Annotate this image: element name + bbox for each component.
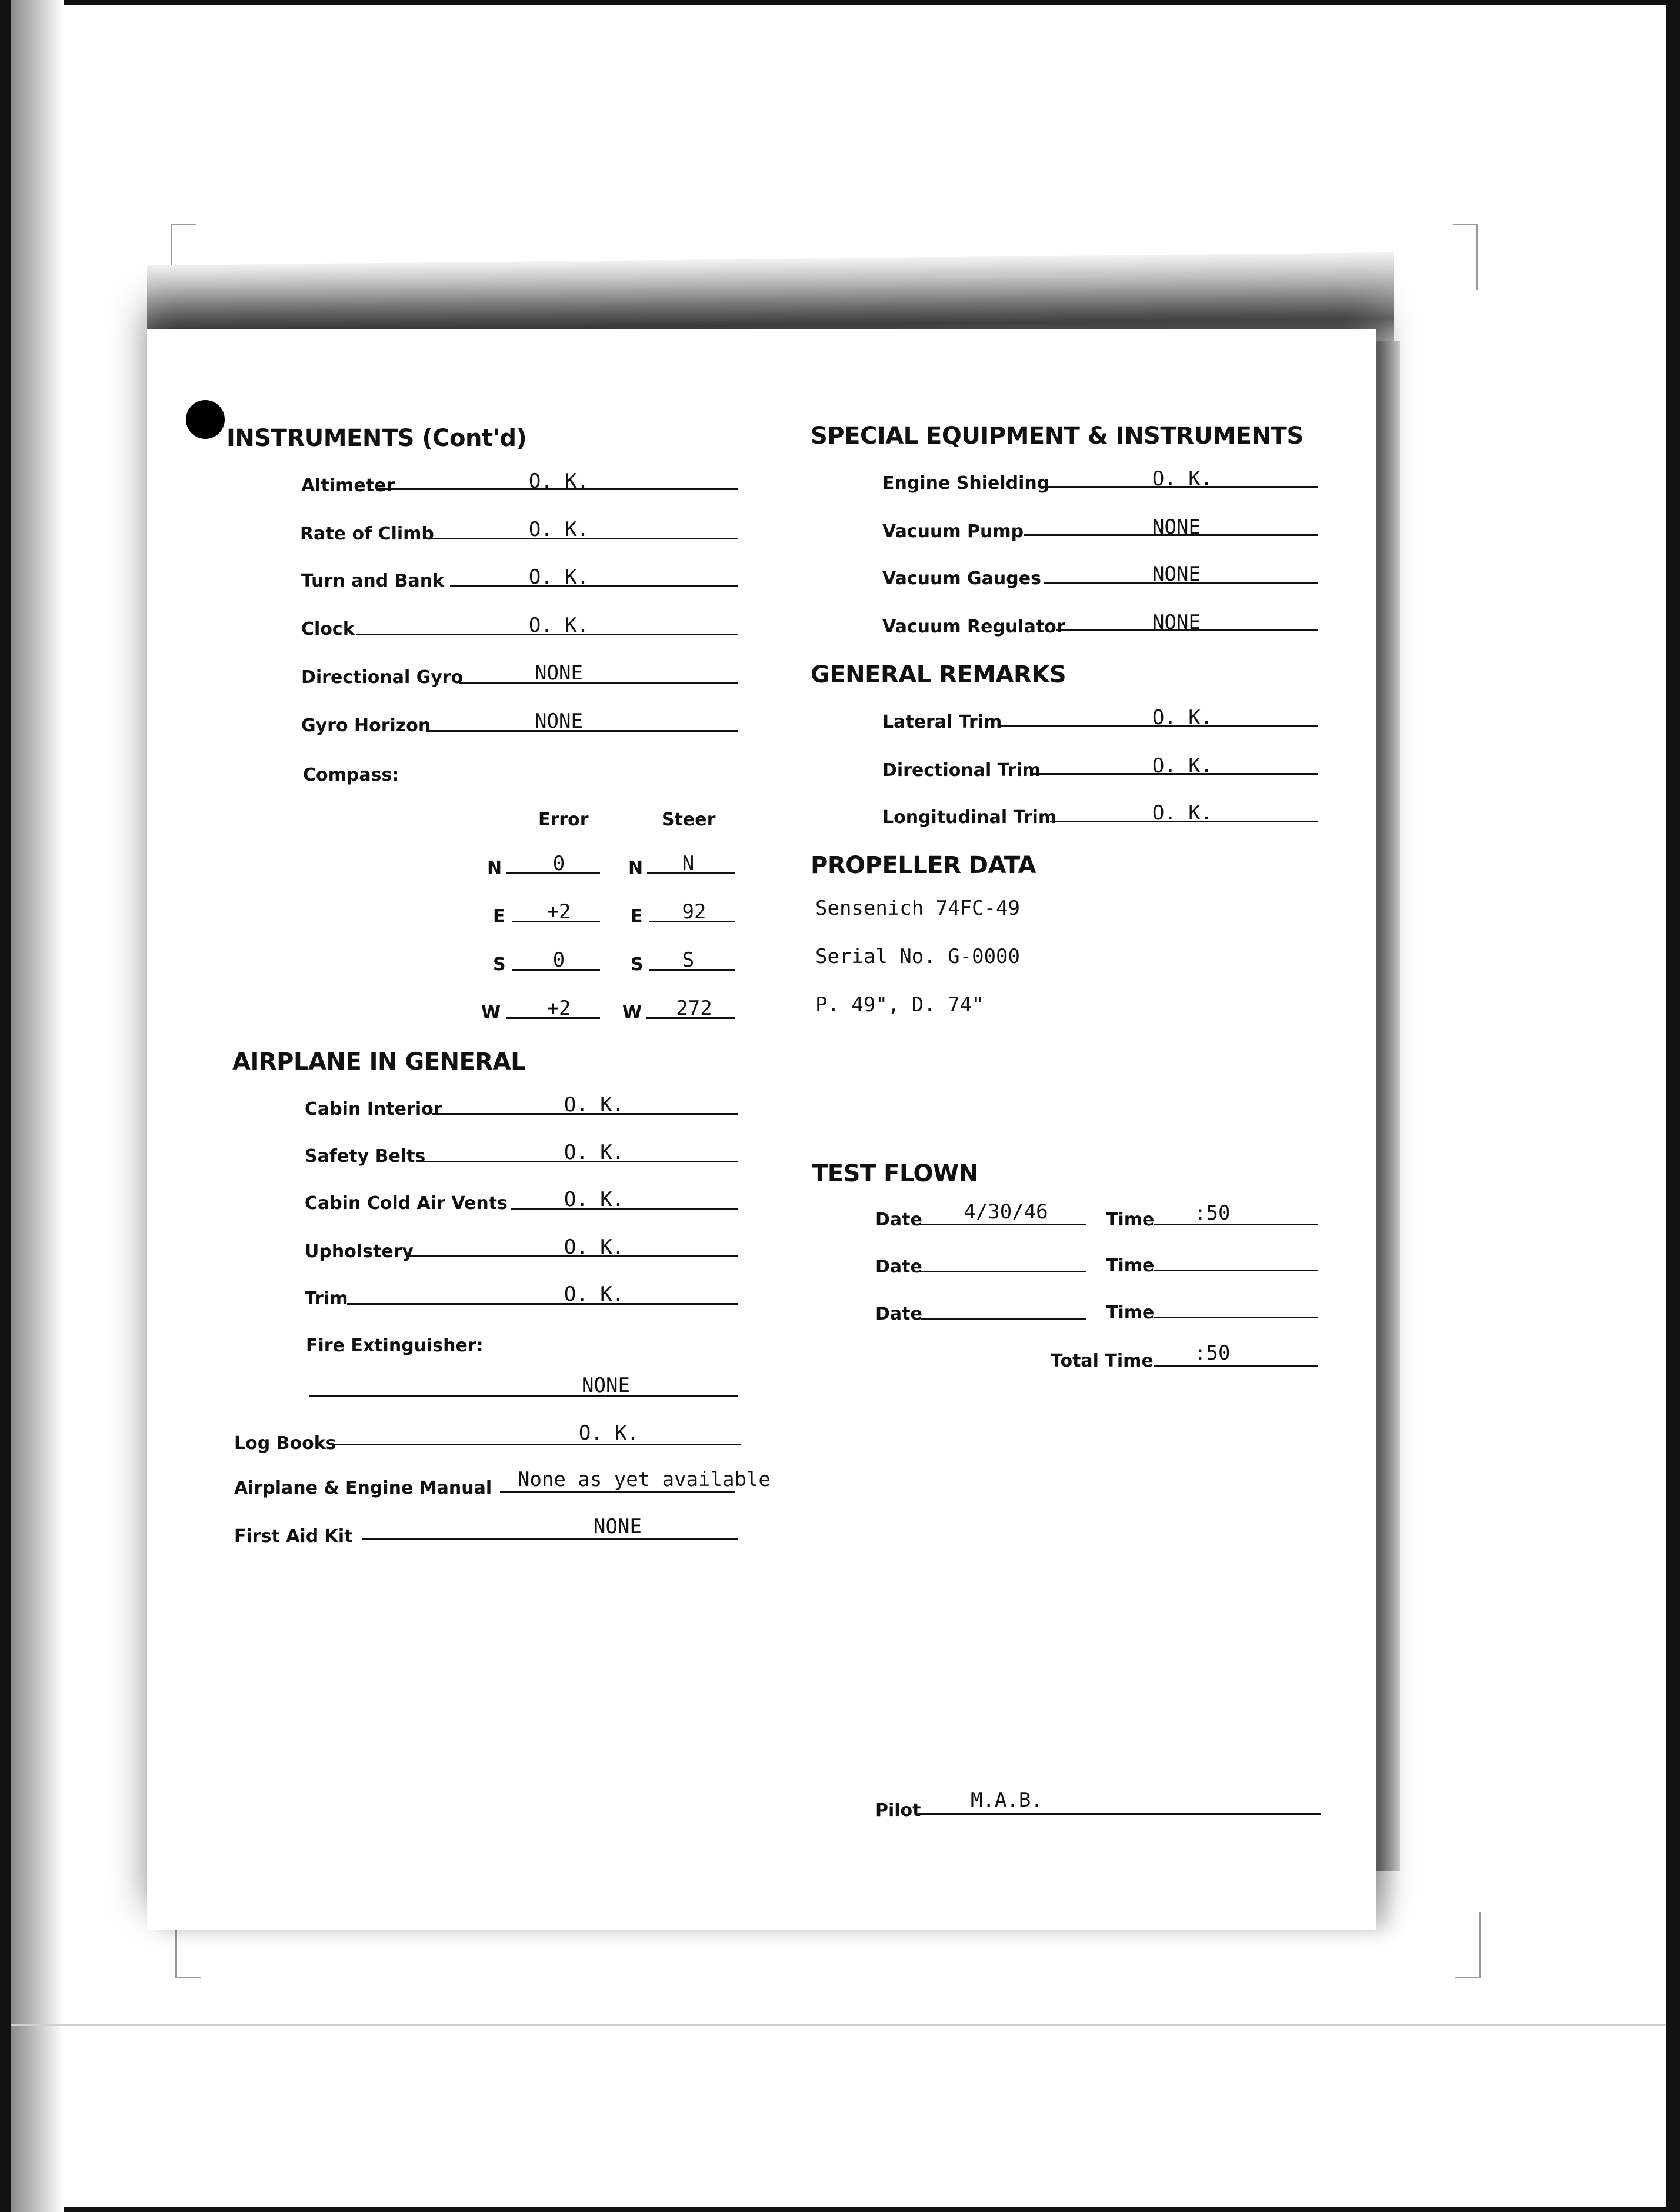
field-label: Cabin Interior bbox=[305, 1099, 442, 1120]
compass-direction: S bbox=[631, 954, 644, 975]
compass-error-value: 0 bbox=[552, 852, 565, 875]
field-line bbox=[921, 1318, 1086, 1320]
time-label: Time bbox=[1106, 1210, 1155, 1230]
first-aid-label: First Aid Kit bbox=[234, 1526, 353, 1547]
compass-error-value: +2 bbox=[546, 900, 571, 924]
field-line bbox=[921, 1224, 1086, 1225]
field-value: O. K. bbox=[564, 1188, 625, 1211]
field-label: Clock bbox=[301, 619, 355, 639]
field-line bbox=[362, 1538, 738, 1540]
field-line bbox=[1154, 1270, 1318, 1271]
field-label: Upholstery bbox=[305, 1241, 414, 1262]
field-value: NONE bbox=[1152, 562, 1201, 586]
section-heading-remarks: GENERAL REMARKS bbox=[811, 661, 1066, 688]
field-value: O. K. bbox=[528, 565, 589, 589]
pilot-label: Pilot bbox=[875, 1800, 921, 1821]
compass-steer-header: Steer bbox=[662, 809, 716, 830]
field-value: O. K. bbox=[564, 1093, 625, 1117]
field-value: NONE bbox=[1152, 515, 1201, 539]
scan-bottom-rule bbox=[11, 2024, 1666, 2026]
field-label: Turn and Bank bbox=[301, 571, 445, 591]
compass-error-header: Error bbox=[538, 809, 589, 830]
time-label: Time bbox=[1106, 1302, 1155, 1323]
propeller-serial: Serial No. G-0000 bbox=[815, 945, 1020, 968]
section-heading-special: SPECIAL EQUIPMENT & INSTRUMENTS bbox=[811, 422, 1304, 449]
field-label: Directional Trim bbox=[882, 760, 1041, 781]
compass-steer-value: 272 bbox=[676, 997, 712, 1020]
compass-label: Compass: bbox=[303, 765, 399, 785]
section-heading-airplane: AIRPLANE IN GENERAL bbox=[232, 1048, 526, 1075]
field-label: Trim bbox=[305, 1288, 348, 1309]
crop-mark bbox=[1453, 224, 1478, 290]
pilot-initials: M.A.B. bbox=[971, 1788, 1043, 1812]
flight-date: 4/30/46 bbox=[964, 1200, 1048, 1224]
field-value: O. K. bbox=[1152, 754, 1213, 778]
compass-direction: E bbox=[631, 906, 643, 927]
field-label: Vacuum Pump bbox=[882, 521, 1024, 542]
field-line bbox=[921, 1271, 1086, 1272]
field-label: Directional Gyro bbox=[301, 667, 464, 688]
manual-label: Airplane & Engine Manual bbox=[234, 1478, 492, 1498]
field-value: O. K. bbox=[1152, 467, 1213, 491]
field-label: Vacuum Regulator bbox=[882, 617, 1065, 637]
date-label: Date bbox=[875, 1257, 922, 1277]
compass-error-value: 0 bbox=[552, 948, 565, 972]
field-value: O. K. bbox=[564, 1282, 625, 1306]
field-label: Safety Belts bbox=[305, 1146, 426, 1167]
log-books-label: Log Books bbox=[234, 1433, 336, 1454]
propeller-model: Sensenich 74FC-49 bbox=[815, 897, 1020, 920]
field-label: Cabin Cold Air Vents bbox=[305, 1193, 508, 1214]
date-label: Date bbox=[875, 1210, 922, 1230]
field-label: Gyro Horizon bbox=[301, 715, 431, 736]
fire-extinguisher-label: Fire Extinguisher: bbox=[306, 1335, 484, 1356]
field-value: NONE bbox=[535, 709, 583, 733]
compass-steer-value: S bbox=[682, 948, 695, 972]
field-label: Engine Shielding bbox=[882, 473, 1050, 494]
total-time-value: :50 bbox=[1194, 1341, 1231, 1365]
field-label: Lateral Trim bbox=[882, 712, 1002, 732]
section-heading-instruments: INSTRUMENTS (Cont'd) bbox=[226, 425, 527, 452]
field-value: O. K. bbox=[1152, 801, 1213, 825]
compass-direction: W bbox=[622, 1002, 642, 1023]
time-label: Time bbox=[1106, 1255, 1155, 1276]
field-value: O. K. bbox=[564, 1235, 625, 1259]
date-label: Date bbox=[875, 1304, 922, 1324]
compass-direction: E bbox=[493, 906, 505, 927]
propeller-pitch-diameter: P. 49", D. 74" bbox=[815, 993, 984, 1017]
field-line bbox=[1154, 1365, 1318, 1367]
field-value: O. K. bbox=[528, 469, 589, 493]
crop-mark bbox=[1455, 1912, 1481, 1978]
field-label: Altimeter bbox=[301, 475, 395, 496]
log-books-value: O. K. bbox=[578, 1421, 639, 1445]
field-line bbox=[309, 1395, 738, 1397]
manual-value: None as yet available bbox=[518, 1468, 771, 1491]
section-heading-propeller: PROPELLER DATA bbox=[811, 852, 1036, 879]
compass-error-value: +2 bbox=[546, 997, 571, 1020]
section-heading-test-flown: TEST FLOWN bbox=[812, 1160, 978, 1187]
field-line bbox=[1154, 1317, 1318, 1318]
field-value: NONE bbox=[1152, 611, 1201, 634]
field-line bbox=[335, 1444, 741, 1445]
punch-hole bbox=[186, 400, 225, 439]
scan-edge-shade bbox=[11, 0, 64, 2212]
compass-steer-value: 92 bbox=[682, 900, 706, 924]
field-label: Vacuum Gauges bbox=[882, 568, 1041, 589]
first-aid-value: NONE bbox=[594, 1515, 642, 1538]
compass-direction: W bbox=[481, 1002, 501, 1023]
field-line bbox=[1154, 1224, 1318, 1225]
field-value: O. K. bbox=[1152, 706, 1213, 729]
field-value: O. K. bbox=[528, 614, 589, 637]
field-value: O. K. bbox=[564, 1141, 625, 1164]
field-line bbox=[918, 1813, 1321, 1815]
field-value: NONE bbox=[535, 661, 583, 685]
total-time-label: Total Time bbox=[1051, 1351, 1154, 1371]
flight-time: :50 bbox=[1194, 1201, 1231, 1225]
field-label: Rate of Climb bbox=[300, 524, 434, 544]
compass-steer-value: N bbox=[682, 852, 695, 875]
compass-direction: S bbox=[493, 954, 506, 975]
fire-extinguisher-value: NONE bbox=[582, 1374, 630, 1397]
field-value: O. K. bbox=[528, 518, 589, 541]
compass-direction: N bbox=[628, 858, 644, 878]
field-label: Longitudinal Trim bbox=[882, 807, 1057, 828]
compass-direction: N bbox=[487, 858, 502, 878]
